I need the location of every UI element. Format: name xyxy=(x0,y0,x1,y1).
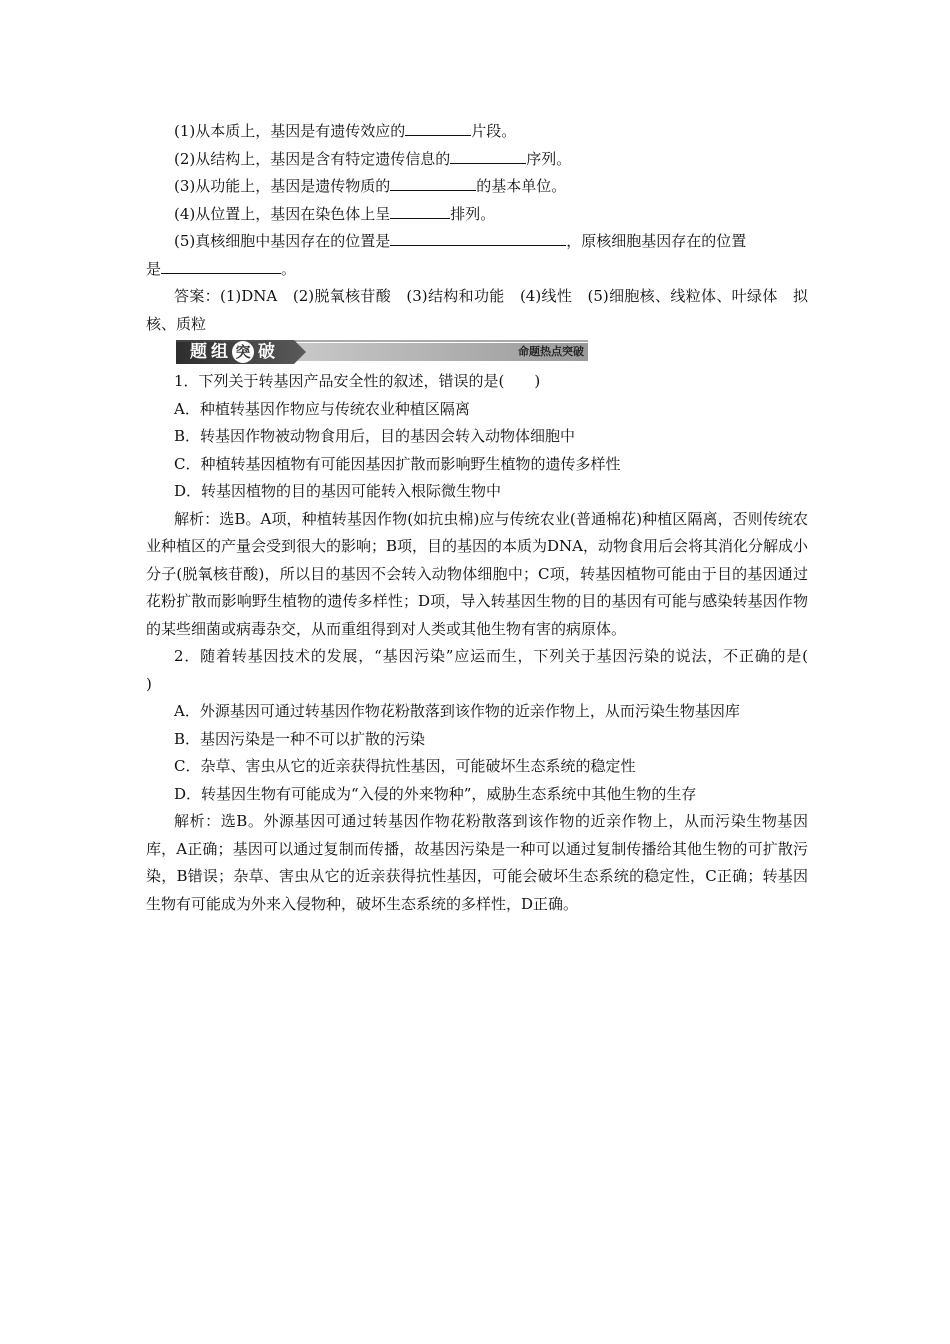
question-2 xyxy=(146,643,839,918)
fill-item-3 xyxy=(146,173,808,201)
answer-blank xyxy=(390,204,450,219)
fill-item-3-text: (3)从功能上，基因是遗传物质的 xyxy=(174,177,391,195)
fill-item-5 xyxy=(146,228,808,283)
fill-answer: 答案：(1)DNA (2)脱氧核苷酸 (3)结构和功能 (4)线性 (5)细胞核、线粒体、叶绿体 拟核、质粒 xyxy=(146,287,808,333)
fill-item-4-text: (4)从位置上，基因在染色体上呈 xyxy=(174,204,391,223)
section-banner xyxy=(176,340,588,364)
option-a: A．外源基因可通过转基因作物花粉散落到该作物的近亲作物上，从而污染生物基因库 xyxy=(174,702,740,720)
question-1 xyxy=(146,368,808,643)
option-d: D．转基因生物有可能成为“入侵的外来物种”，威胁生态系统中其他生物的生存 xyxy=(174,784,697,803)
answer-blank xyxy=(390,176,476,191)
option-c: C．种植转基因植物有可能因基因扩散而影响野生植物的遗传多样性 xyxy=(174,454,621,473)
option-a: A．种植转基因作物应与传统农业种植区隔离 xyxy=(174,399,470,418)
question-stem: 2．随着转基因技术的发展，“基因污染”应运而生，下列关于基因污染的说法，不正确的是( ) xyxy=(146,647,839,693)
option-b: B．转基因作物被动物食用后，目的基因会转入动物体细胞中 xyxy=(174,427,576,445)
fill-item-5-text: (5)真核细胞中基因存在的位置是 xyxy=(174,232,391,250)
answer-blank xyxy=(405,121,471,136)
banner-title-part: 题组 xyxy=(190,342,232,362)
fill-item-1-text: (1)从本质上，基因是有遗传效应的 xyxy=(174,122,406,140)
analysis: 解析：选B。外源基因可通过转基因作物花粉散落到该作物的近亲作物上，从而污染生物基因库，A正确；基因可以通过复制而传播，故基因污染是一种可以通过复制传播给其他生物的可扩散污染，B错误；杂草、害虫从它的近亲获得抗性基因，可能会破坏生态系统的稳定性，C正确；转基因生物有可能成为外来入侵物种，破坏生态系统的多样性，D正确。 xyxy=(146,812,808,913)
analysis: 解析：选B。A项，种植转基因作物(如抗虫棉)应与传统农业(普通棉花)种植区隔离，否则传统农业种植区的产量会受到很大的影响；B项，目的基因的本质为DNA，动物食用后会将其消化分解成小分子(脱氧核苷酸)，所以目的基因不会转入动物体细胞中；C项，转基因植物可能由于目的基因通过花粉扩散而影响野生植物的遗传多样性；D项，导入转基因生物的目的基因有可能与感染转基因作物的某些细菌或病毒杂交，从而重组得到对人类或其他生物有害的病原体。 xyxy=(146,509,809,638)
answer-blank xyxy=(161,259,281,274)
banner-title-part: 破 xyxy=(258,342,279,362)
question-stem: 1．下列关于转基因产品安全性的叙述，错误的是( ) xyxy=(174,372,541,390)
fill-item-1 xyxy=(146,118,808,146)
document-page xyxy=(146,118,839,918)
fill-item-2 xyxy=(146,146,808,174)
fill-item-2-tail: 序列。 xyxy=(526,149,572,168)
fill-item-5-line2: 是 xyxy=(146,259,162,278)
fill-item-2-text: (2)从结构上，基因是含有特定遗传信息的 xyxy=(174,149,451,168)
banner-title-circled: 突 xyxy=(232,341,254,363)
fill-item-4 xyxy=(146,201,808,229)
fill-item-5-tail: 。 xyxy=(281,259,297,278)
fill-item-4-tail: 排列。 xyxy=(450,204,496,223)
answer-blank xyxy=(390,231,566,246)
option-b: B．基因污染是一种不可以扩散的污染 xyxy=(174,729,426,748)
answer-blank xyxy=(450,149,526,164)
fill-item-3-tail: 的基本单位。 xyxy=(476,177,567,195)
fill-item-1-tail: 片段。 xyxy=(471,122,517,140)
option-c: C．杂草、害虫从它的近亲获得抗性基因，可能破坏生态系统的稳定性 xyxy=(174,757,636,775)
banner-subtitle: 命题热点突破 xyxy=(518,345,584,358)
banner-title xyxy=(190,340,279,364)
option-d: D．转基因植物的目的基因可能转入根际微生物中 xyxy=(174,482,502,500)
fill-item-5-mid: ，原核细胞基因存在的位置 xyxy=(566,232,747,250)
